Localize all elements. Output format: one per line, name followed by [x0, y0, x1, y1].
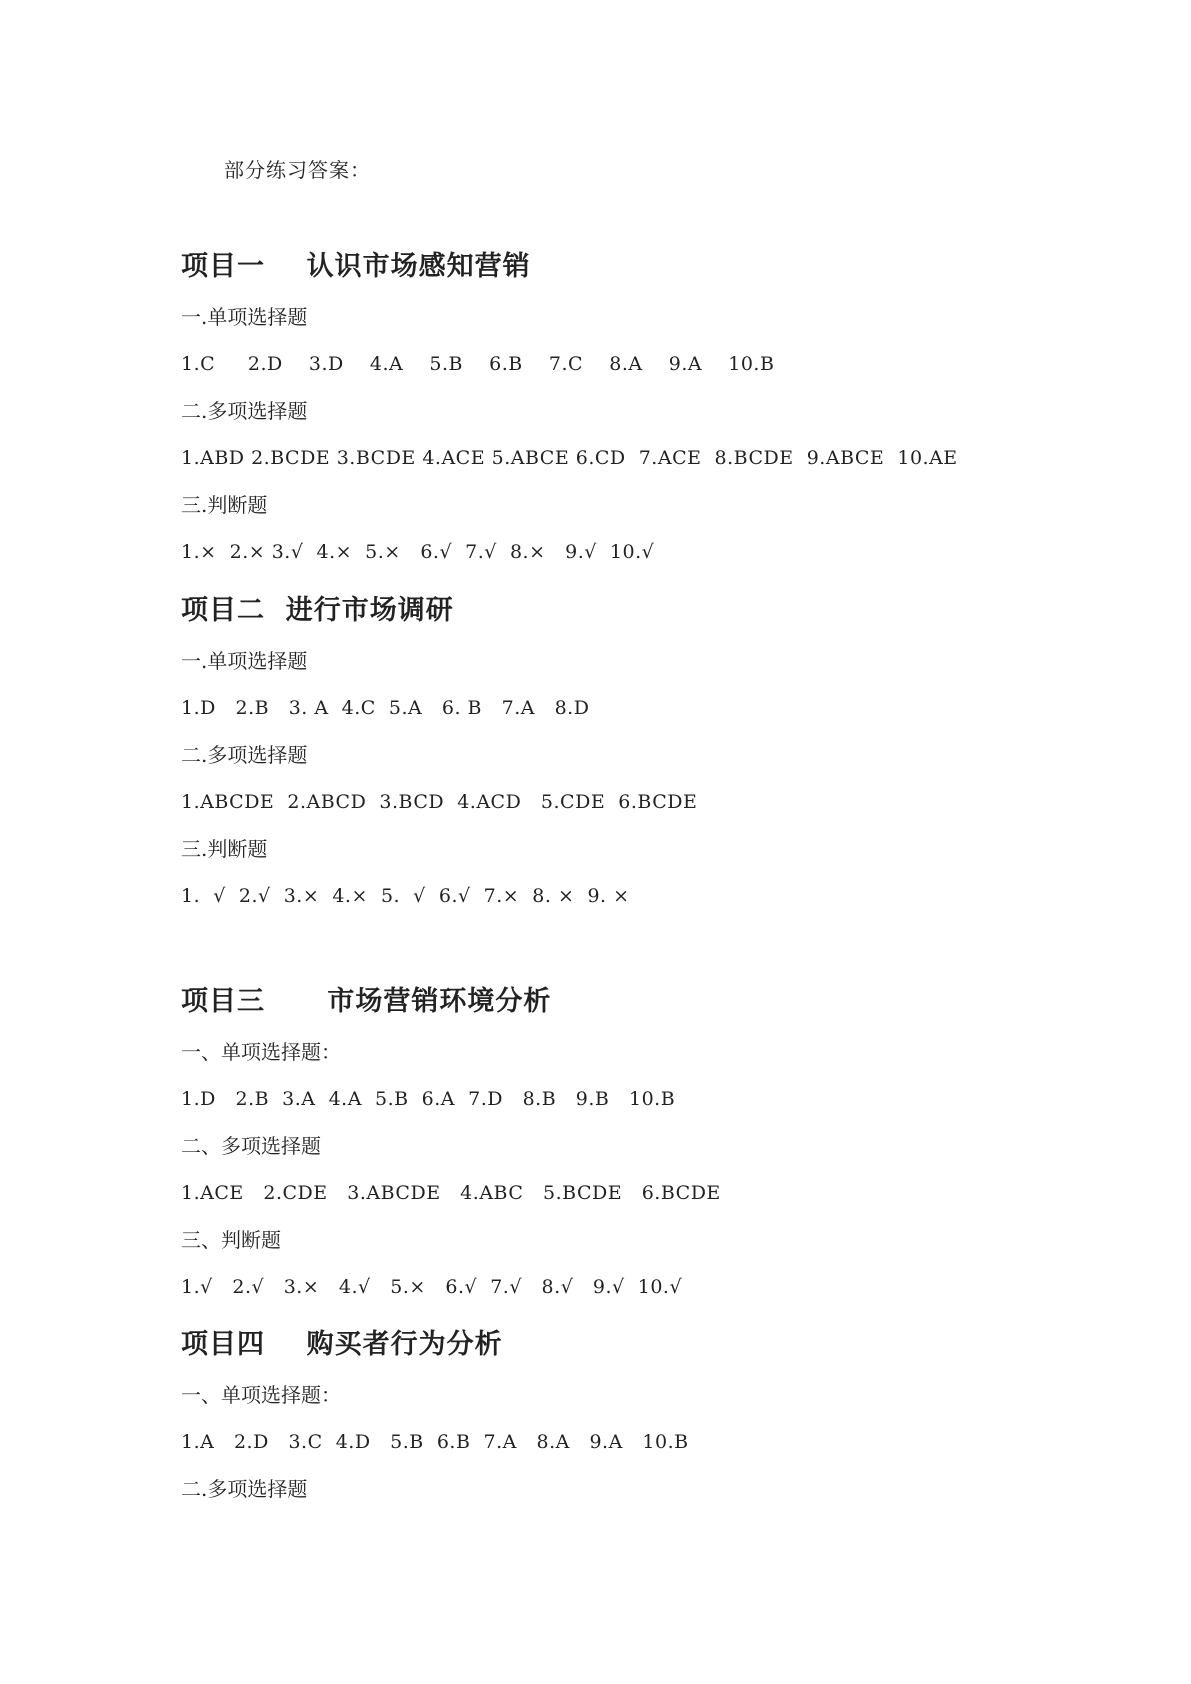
project-title: 项目四 购买者行为分析	[181, 1329, 503, 1360]
answer-line: 1.ACE 2.CDE 3.ABCDE 4.ABC 5.BCDE 6.BCDE	[181, 1182, 721, 1204]
answer-line: 1.A 2.D 3.C 4.D 5.B 6.B 7.A 8.A 9.A 10.B	[181, 1431, 689, 1453]
project-title: 项目二 进行市场调研	[181, 595, 454, 626]
section-title: 三.判断题	[181, 837, 268, 861]
project-3	[181, 975, 721, 1311]
section-title: 二、多项选择题	[181, 1134, 321, 1158]
section-title: 二.多项选择题	[181, 1477, 308, 1501]
answer-line: 1. √ 2.√ 3.× 4.× 5. √ 6.√ 7.× 8. × 9. ×	[181, 885, 630, 907]
project-1	[181, 240, 958, 576]
project-title: 项目一 认识市场感知营销	[181, 251, 531, 282]
section-title: 三.判断题	[181, 493, 268, 517]
section-title: 一.单项选择题	[181, 305, 308, 329]
section-title: 一、单项选择题：	[181, 1383, 341, 1407]
section-title: 二.多项选择题	[181, 743, 308, 767]
answer-line: 1.D 2.B 3. A 4.C 5.A 6. B 7.A 8.D	[181, 697, 590, 719]
answer-line: 1.ABCDE 2.ABCD 3.BCD 4.ACD 5.CDE 6.BCDE	[181, 791, 698, 813]
answer-line: 1.√ 2.√ 3.× 4.√ 5.× 6.√ 7.√ 8.√ 9.√ 10.√	[181, 1276, 683, 1298]
project-2	[181, 584, 697, 920]
project-title: 项目三 市场营销环境分析	[181, 986, 552, 1017]
section-title: 二.多项选择题	[181, 399, 308, 423]
answer-line: 1.ABD 2.BCDE 3.BCDE 4.ACE 5.ABCE 6.CD 7.ACE 8.BCDE 9.ABCE 10.AE	[181, 447, 958, 469]
answer-line: 1.D 2.B 3.A 4.A 5.B 6.A 7.D 8.B 9.B 10.B	[181, 1088, 676, 1110]
section-title: 一、单项选择题：	[181, 1040, 341, 1064]
answer-line: 1.C 2.D 3.D 4.A 5.B 6.B 7.C 8.A 9.A 10.B	[181, 353, 775, 375]
project-4	[181, 1318, 689, 1513]
section-title: 一.单项选择题	[181, 649, 308, 673]
answer-line: 1.× 2.× 3.√ 4.× 5.× 6.√ 7.√ 8.× 9.√ 10.√	[181, 541, 655, 563]
intro-heading: 部分练习答案：	[224, 158, 371, 182]
section-title: 三、判断题	[181, 1228, 281, 1252]
